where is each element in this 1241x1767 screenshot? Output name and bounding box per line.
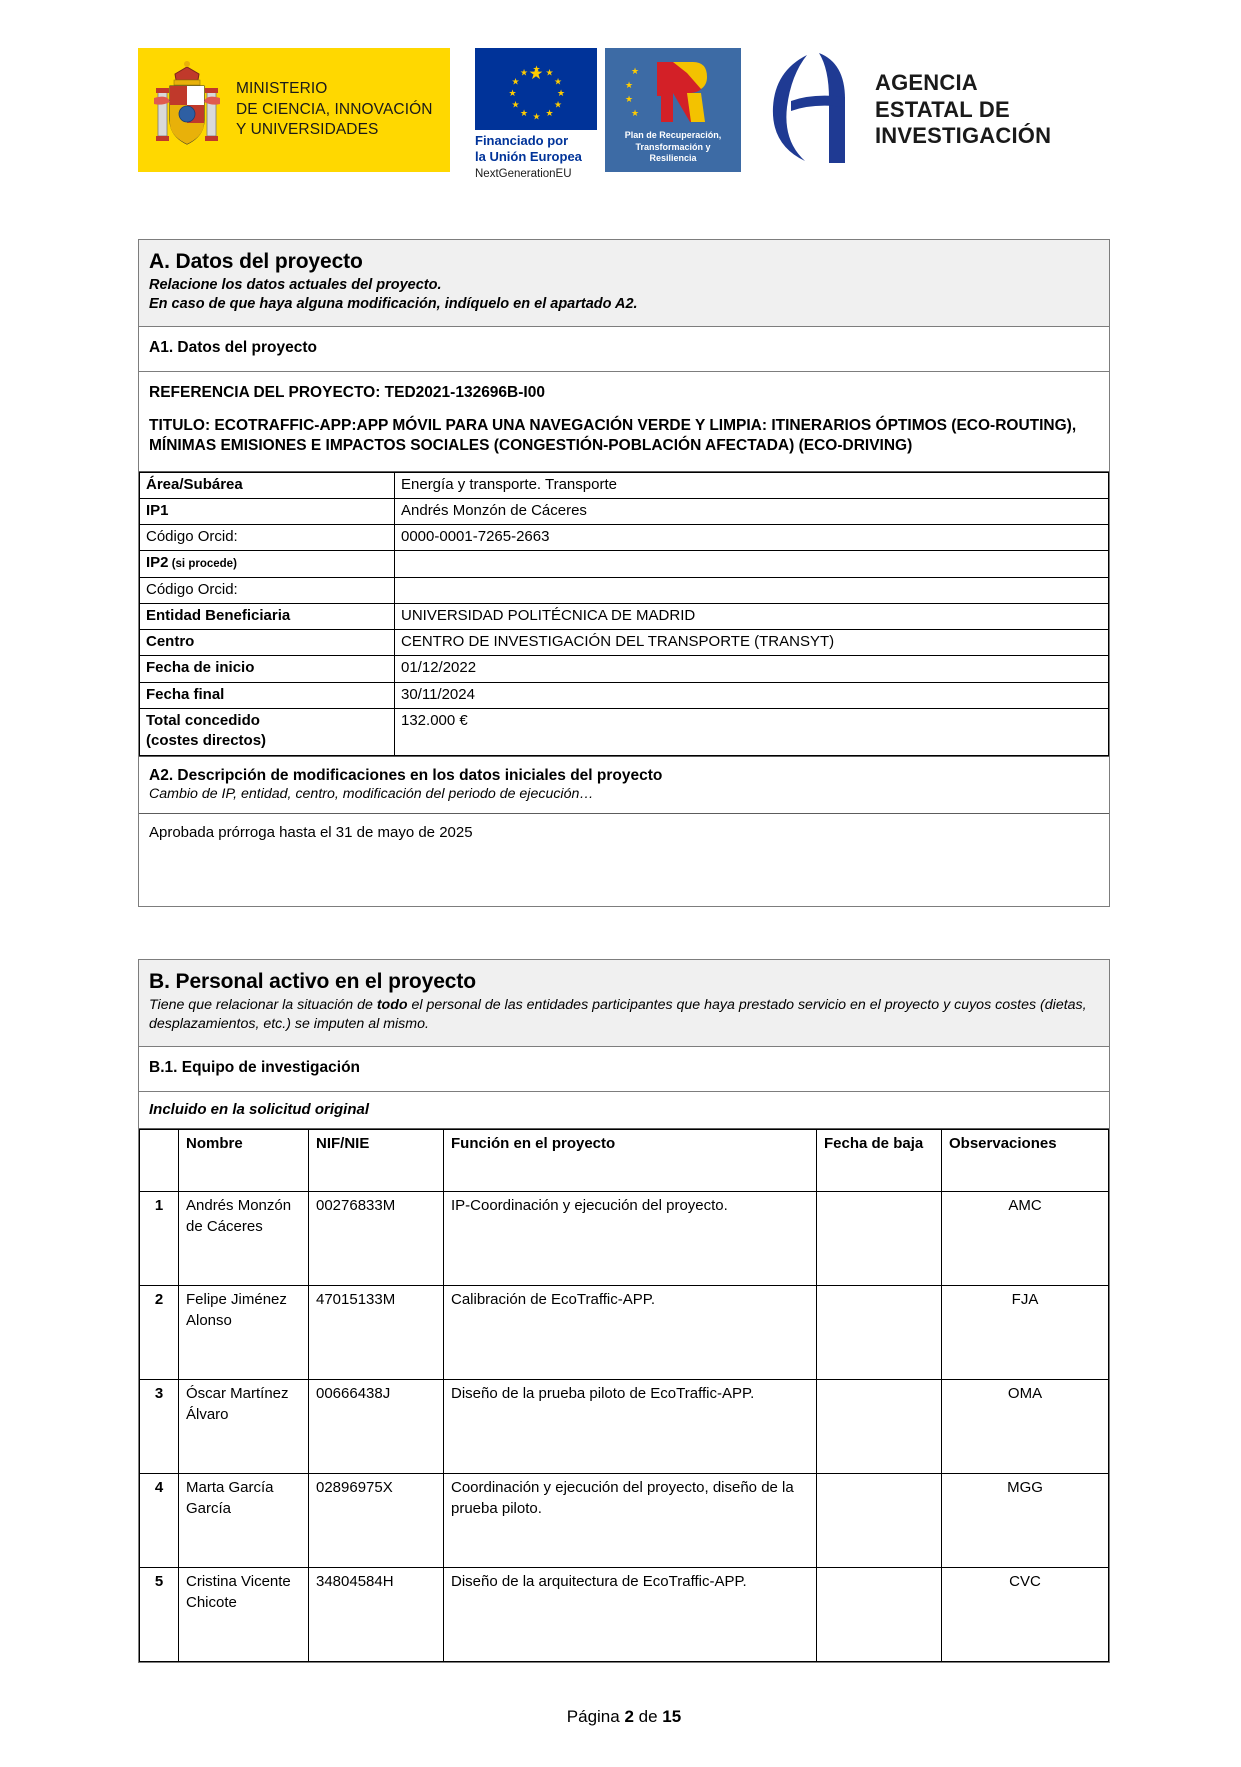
eu-flag-icon bbox=[475, 48, 597, 130]
row-nif[interactable]: 02896975X bbox=[309, 1474, 444, 1568]
eu-caption-line-1: Financiado por bbox=[475, 133, 569, 148]
european-union-logo bbox=[475, 48, 597, 181]
project-data-row bbox=[140, 708, 1109, 756]
svg-text:★: ★ bbox=[554, 77, 563, 88]
project-data-value[interactable]: 132.000 € bbox=[395, 708, 1109, 756]
project-data-label: Código Orcid: bbox=[140, 577, 395, 603]
section-b-title: B. Personal activo en el proyecto bbox=[149, 970, 476, 994]
project-data-value[interactable]: 01/12/2022 bbox=[395, 656, 1109, 682]
row-nombre[interactable]: Marta García García bbox=[179, 1474, 309, 1568]
row-index: 3 bbox=[140, 1380, 179, 1474]
agencia-estatal-investigacion-logo bbox=[761, 48, 1051, 172]
project-data-value[interactable]: UNIVERSIDAD POLITÉCNICA DE MADRID bbox=[395, 603, 1109, 629]
section-a-block bbox=[138, 239, 1110, 908]
section-b-description bbox=[149, 996, 1099, 1034]
project-data-label-suffix: (si procede) bbox=[168, 558, 237, 571]
section-b-desc-pre: Tiene que relacionar la situación de bbox=[149, 997, 377, 1014]
row-funcion[interactable]: IP-Coordinación y ejecución del proyecto. bbox=[444, 1192, 817, 1286]
project-data-label: Fecha de inicio bbox=[140, 656, 395, 682]
svg-text:★: ★ bbox=[511, 77, 520, 88]
svg-text:★: ★ bbox=[508, 89, 517, 99]
section-a2-header bbox=[139, 756, 1109, 814]
section-b-desc-post: el personal de las entidades participantes que haya prestado servicio en el proyecto y cuyos costes (dietas, desplazamientos, etc.) se imputen al mismo. bbox=[149, 997, 1087, 1033]
row-nif[interactable]: 00276833M bbox=[309, 1192, 444, 1286]
row-funcion[interactable]: Coordinación y ejecución del proyecto, diseño de la prueba piloto. bbox=[444, 1474, 817, 1568]
footer-prefix: Página bbox=[566, 1707, 625, 1727]
ministerio-logo-text bbox=[226, 79, 433, 141]
eu-caption-line-2: la Unión Europea bbox=[475, 148, 582, 164]
project-title: TITULO: ECOTRAFFIC-APP:APP MÓVIL PARA UNA NAVEGACIÓN VERDE Y LIMPIA: ITINERARIOS ÓPTIMOS (ECO-ROUTING), MÍNIMAS EMISIONES E IMPACTOS SOCIALES (CONGESTIÓN-POBLACIÓN AFECTADA) (ECO-DRIVING) bbox=[149, 417, 1077, 455]
section-b1-title: B.1. Equipo de investigación bbox=[139, 1047, 1109, 1092]
row-nombre[interactable]: Cristina Vicente Chicote bbox=[179, 1568, 309, 1662]
aei-line-1: AGENCIA bbox=[875, 69, 978, 95]
row-nif[interactable]: 34804584H bbox=[309, 1568, 444, 1662]
project-data-label: Entidad Beneficiaria bbox=[140, 603, 395, 629]
svg-text:★: ★ bbox=[532, 65, 541, 75]
row-funcion[interactable]: Diseño de la arquitectura de EcoTraffic-APP. bbox=[444, 1568, 817, 1662]
section-a-title: A. Datos del proyecto bbox=[149, 249, 363, 273]
row-index: 4 bbox=[140, 1474, 179, 1568]
table-row bbox=[140, 1568, 1109, 1662]
ministerio-line-1: MINISTERIO bbox=[236, 80, 328, 98]
svg-text:★: ★ bbox=[631, 109, 640, 119]
svg-text:★: ★ bbox=[532, 112, 541, 123]
project-data-label: Total concedido (costes directos) bbox=[140, 708, 395, 756]
table-row bbox=[140, 1474, 1109, 1568]
project-data-row bbox=[140, 630, 1109, 656]
aei-emblem-icon bbox=[761, 49, 865, 172]
table-row bbox=[140, 1380, 1109, 1474]
document-body bbox=[0, 239, 1241, 1767]
svg-text:★: ★ bbox=[520, 68, 529, 79]
section-b-desc-bold: todo bbox=[376, 997, 408, 1014]
svg-text:★: ★ bbox=[545, 68, 554, 79]
svg-text:★: ★ bbox=[554, 100, 563, 111]
project-data-table-body bbox=[140, 472, 1109, 756]
row-nombre[interactable]: Andrés Monzón de Cáceres bbox=[179, 1192, 309, 1286]
project-identification-cell bbox=[139, 372, 1109, 471]
row-nombre[interactable]: Felipe Jiménez Alonso bbox=[179, 1286, 309, 1380]
svg-text:★: ★ bbox=[557, 89, 566, 99]
svg-text:★: ★ bbox=[520, 109, 529, 119]
table-row bbox=[140, 1192, 1109, 1286]
page-footer bbox=[138, 1663, 1110, 1767]
project-data-row bbox=[140, 656, 1109, 682]
prtr-caption bbox=[619, 130, 728, 165]
row-observaciones[interactable]: OMA bbox=[942, 1380, 1109, 1474]
section-b-block bbox=[138, 959, 1110, 1663]
row-index: 5 bbox=[140, 1568, 179, 1662]
project-data-value[interactable] bbox=[395, 577, 1109, 603]
row-fecha-baja[interactable] bbox=[817, 1286, 942, 1380]
project-data-row bbox=[140, 603, 1109, 629]
project-data-row bbox=[140, 551, 1109, 577]
project-data-value[interactable]: 0000-0001-7265-2663 bbox=[395, 525, 1109, 551]
project-data-label: IP2 (si procede) bbox=[140, 551, 395, 577]
project-data-value[interactable] bbox=[395, 551, 1109, 577]
column-header-observaciones: Observaciones bbox=[942, 1130, 1109, 1192]
row-observaciones[interactable]: AMC bbox=[942, 1192, 1109, 1286]
project-data-label: Área/Subárea bbox=[140, 472, 395, 498]
row-observaciones[interactable]: MGG bbox=[942, 1474, 1109, 1568]
spain-coat-of-arms-icon bbox=[148, 58, 226, 162]
section-a-header bbox=[139, 240, 1109, 328]
row-fecha-baja[interactable] bbox=[817, 1568, 942, 1662]
prtr-line-1: Plan de Recuperación, bbox=[624, 130, 722, 140]
svg-text:★: ★ bbox=[545, 109, 554, 119]
row-index: 1 bbox=[140, 1192, 179, 1286]
row-fecha-baja[interactable] bbox=[817, 1192, 942, 1286]
svg-text:★: ★ bbox=[625, 95, 634, 105]
column-header-nif: NIF/NIE bbox=[309, 1130, 444, 1192]
prtr-emblem-icon bbox=[613, 52, 733, 130]
project-data-label: Fecha final bbox=[140, 682, 395, 708]
project-data-value[interactable]: Andrés Monzón de Cáceres bbox=[395, 498, 1109, 524]
section-a1-title: A1. Datos del proyecto bbox=[139, 327, 1109, 372]
section-a-subtitle-line-1: Relacione los datos actuales del proyecto. bbox=[149, 276, 442, 293]
ministerio-line-3: Y UNIVERSIDADES bbox=[236, 121, 379, 139]
section-a2-title: A2. Descripción de modificaciones en los datos iniciales del proyecto bbox=[149, 767, 663, 785]
table-header-row bbox=[140, 1130, 1109, 1192]
footer-total-pages: 15 bbox=[662, 1707, 682, 1727]
svg-text:★: ★ bbox=[511, 100, 520, 111]
aei-line-3: INVESTIGACIÓN bbox=[875, 123, 1052, 149]
project-data-row bbox=[140, 577, 1109, 603]
project-data-row bbox=[140, 682, 1109, 708]
row-nombre[interactable]: Óscar Martínez Álvaro bbox=[179, 1380, 309, 1474]
project-data-row bbox=[140, 525, 1109, 551]
institutional-logo-band bbox=[0, 0, 1241, 181]
project-data-label: IP1 bbox=[140, 498, 395, 524]
included-in-original-request-label: Incluido en la solicitud original bbox=[139, 1092, 1109, 1129]
project-data-value[interactable]: 30/11/2024 bbox=[395, 682, 1109, 708]
nextgeneration-eu-label: NextGenerationEU bbox=[475, 167, 572, 180]
research-team-table-body bbox=[140, 1192, 1109, 1662]
prtr-line-3: Resiliencia bbox=[649, 153, 697, 164]
row-nif[interactable]: 00666438J bbox=[309, 1380, 444, 1474]
footer-page-number: 2 bbox=[624, 1707, 634, 1727]
column-header-index bbox=[140, 1130, 179, 1192]
row-index: 2 bbox=[140, 1286, 179, 1380]
column-header-nombre: Nombre bbox=[179, 1130, 309, 1192]
row-funcion[interactable]: Diseño de la prueba piloto de EcoTraffic-APP. bbox=[444, 1380, 817, 1474]
project-data-value[interactable]: Energía y transporte. Transporte bbox=[395, 472, 1109, 498]
svg-text:★: ★ bbox=[631, 67, 640, 77]
section-a2-hint: Cambio de IP, entidad, centro, modificación del periodo de ejecución… bbox=[149, 786, 594, 803]
research-team-table-head bbox=[140, 1130, 1109, 1192]
row-observaciones[interactable]: FJA bbox=[942, 1286, 1109, 1380]
aei-logo-text bbox=[875, 70, 1051, 150]
column-header-fecha-baja: Fecha de baja bbox=[817, 1130, 942, 1192]
prtr-line-2: Transformación y bbox=[635, 141, 711, 152]
project-data-row bbox=[140, 472, 1109, 498]
section-a2-value[interactable]: Aprobada prórroga hasta el 31 de mayo de 2025 bbox=[149, 824, 473, 842]
project-data-label: Código Orcid: bbox=[140, 525, 395, 551]
row-funcion[interactable]: Calibración de EcoTraffic-APP. bbox=[444, 1286, 817, 1380]
table-row bbox=[140, 1286, 1109, 1380]
svg-text:★: ★ bbox=[625, 81, 634, 91]
row-fecha-baja[interactable] bbox=[817, 1380, 942, 1474]
project-data-label: Centro bbox=[140, 630, 395, 656]
footer-middle: de bbox=[633, 1707, 663, 1727]
aei-line-2: ESTATAL DE bbox=[875, 96, 1010, 122]
row-observaciones[interactable]: CVC bbox=[942, 1568, 1109, 1662]
project-reference: REFERENCIA DEL PROYECTO: TED2021-132696B-I00 bbox=[149, 384, 545, 402]
ministerio-logo bbox=[138, 48, 450, 172]
plan-recuperacion-logo bbox=[605, 48, 741, 172]
project-data-row bbox=[140, 498, 1109, 524]
column-header-funcion: Función en el proyecto bbox=[444, 1130, 817, 1192]
section-b-header bbox=[139, 960, 1109, 1047]
row-fecha-baja[interactable] bbox=[817, 1474, 942, 1568]
research-team-table bbox=[139, 1129, 1109, 1662]
section-a-subtitle-line-2: En caso de que haya alguna modificación, indíquelo en el apartado A2. bbox=[149, 296, 638, 313]
ministerio-line-2: DE CIENCIA, INNOVACIÓN bbox=[236, 100, 433, 118]
row-nif[interactable]: 47015133M bbox=[309, 1286, 444, 1380]
eu-logo-caption bbox=[475, 133, 582, 181]
project-data-value[interactable]: CENTRO DE INVESTIGACIÓN DEL TRANSPORTE (TRANSYT) bbox=[395, 630, 1109, 656]
project-data-table bbox=[139, 472, 1109, 757]
